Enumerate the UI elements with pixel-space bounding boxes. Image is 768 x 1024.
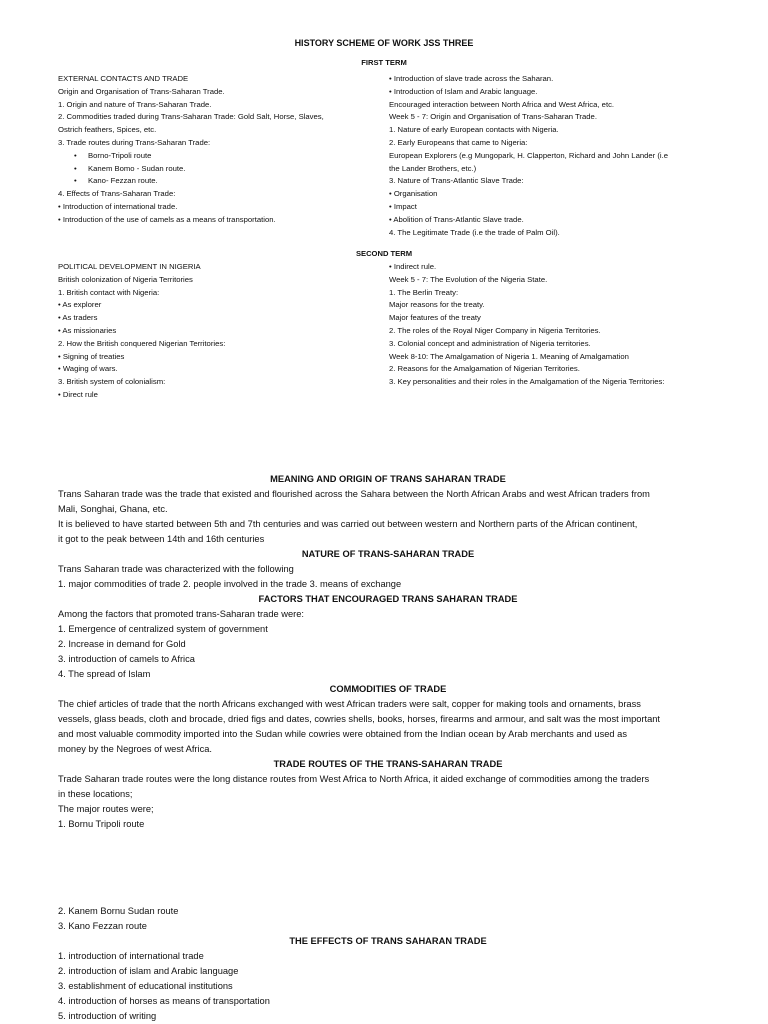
text-line: • Introduction of the use of camels as a means of transportation. [58,214,276,224]
section-heading: THE EFFECTS OF TRANS SAHARAN TRADE [289,936,487,946]
text-line: • Impact [389,201,417,211]
text-line: 2. Kanem Bornu Sudan route [58,906,179,916]
section-heading: FACTORS THAT ENCOURAGED TRANS SAHARAN TRADE [258,594,518,604]
text-line: 3. Trade routes during Trans-Saharan Trade: [58,137,211,147]
text-line: POLITICAL DEVELOPMENT IN NIGERIA [58,262,201,271]
text-line: • Organisation [389,189,438,199]
section-heading: MEANING AND ORIGIN OF TRANS SAHARAN TRADE [270,474,506,484]
text-line: British colonization of Nigeria Territories [58,274,193,284]
text-line: Encouraged interaction between North Africa and West Africa, etc. [389,99,615,109]
text-line: Trans Saharan trade was characterized with the following [58,564,294,574]
text-line: the Lander Brothers, etc.) [389,163,477,173]
text-line: 4. introduction of horses as means of transportation [58,996,270,1006]
text-line: Trade Saharan trade routes were the long distance routes from West Africa to North Africa, it aided exchange of commodities among the traders [58,774,650,784]
text-line: 1. introduction of international trade [58,951,204,961]
text-line: money by the Negroes of west Africa. [58,744,212,754]
text-line: in these locations; [58,789,133,799]
text-line: 2. How the British conquered Nigerian Territories: [58,338,226,348]
text-line: The major routes were; [58,804,154,814]
text-line: 1. British contact with Nigeria: [58,287,160,297]
text-line: Ostrich feathers, Spices, etc. [58,125,157,135]
text-line: Trans Saharan trade was the trade that existed and flourished across the Sahara between the North African Arabs and west African traders from [58,489,650,499]
text-line: European Explorers (e.g Mungopark, H. Clapperton, Richard and John Lander (i.e [389,150,669,160]
text-line: 3. Colonial concept and administration of Nigeria territories. [389,338,591,348]
text-line: 4. The spread of Islam [58,669,151,679]
first-term-right-column [389,73,668,239]
text-line: 1. Bornu Tripoli route [58,819,145,829]
text-line: • Signing of treaties [58,351,125,361]
text-line: • Direct rule [58,389,98,399]
second-term-label: SECOND TERM [355,249,413,258]
section-heading: TRADE ROUTES OF THE TRANS-SAHARAN TRADE [273,759,503,769]
text-line: 1. Emergence of centralized system of government [58,624,268,634]
text-line: EXTERNAL CONTACTS AND TRADE [58,74,189,83]
text-line: • Introduction of slave trade across the Saharan. [389,74,554,83]
text-line: 3. British system of colonialism: [58,377,166,387]
section-heading: COMMODITIES OF TRADE [329,684,447,694]
text-line: • Waging of wars. [58,364,118,374]
text-line: 1. Nature of early European contacts with Nigeria. [389,125,559,135]
text-line: 4. The Legitimate Trade (i.e the trade of Palm Oil). [389,227,560,237]
text-line: Week 8-10: The Amalgamation of Nigeria 1. Meaning of Amalgamation [389,351,629,361]
text-line: Week 5 - 7: The Evolution of the Nigeria State. [389,274,548,284]
text-line: It is believed to have started between 5th and 7th centuries and was carried out between western and Northern parts of the African continent, [58,519,638,529]
text-line: • As missionaries [58,325,117,335]
text-line: 3. introduction of camels to Africa [58,654,195,664]
bulleted-list-item: • Kano- Fezzan route. [58,175,324,188]
first-term-left-column [58,73,324,227]
text-line: Major features of the treaty [389,313,481,323]
text-line: • As explorer [58,300,102,310]
text-line: it got to the peak between 14th and 16th centuries [58,534,265,544]
text-line: Among the factors that promoted trans-Saharan trade were: [58,609,304,619]
text-line: 3. establishment of educational institutions [58,981,233,991]
bulleted-list-item: • Kanem Bomo - Sudan route. [58,163,324,176]
text-line: • Introduction of Islam and Arabic language. [389,86,538,96]
notes-block-1 [58,472,718,832]
text-line: Week 5 - 7: Origin and Organisation of Trans-Saharan Trade. [389,112,597,122]
text-line: Origin and Organisation of Trans-Saharan Trade. [58,86,225,96]
text-line: 3. Nature of Trans-Atlantic Slave Trade: [389,176,524,186]
text-line: 5. introduction of writing [58,1011,157,1021]
text-line: 2. Commodities traded during Trans-Saharan Trade: Gold Salt, Horse, Slaves, [58,112,324,122]
text-line: 2. Reasons for the Amalgamation of Nigerian Territories. [389,364,580,374]
second-term-left-column [58,261,225,402]
text-line: 2. Increase in demand for Gold [58,639,186,649]
text-line: 2. The roles of the Royal Niger Company in Nigeria Territories. [389,325,601,335]
notes-block-2 [58,904,718,1024]
text-line: 1. major commodities of trade 2. people involved in the trade 3. means of exchange [58,579,402,589]
text-line: • Abolition of Trans-Atlantic Slave trade. [389,214,524,224]
scheme-title: HISTORY SCHEME OF WORK JSS THREE [294,38,474,48]
text-line: • Introduction of international trade. [58,201,178,211]
text-line: • Indirect rule. [389,262,437,271]
second-term-right-column [389,261,664,389]
text-line: 2. Early Europeans that came to Nigeria: [389,137,528,147]
text-line: 1. The Berlin Treaty: [389,287,459,297]
text-line: 4. Effects of Trans-Saharan Trade: [58,189,176,199]
text-line: Major reasons for the treaty. [389,300,485,310]
text-line: 2. introduction of islam and Arabic language [58,966,239,976]
text-line: The chief articles of trade that the north Africans exchanged with west African traders were salt, copper for making tools and ornaments, brass [58,699,641,709]
text-line: 1. Origin and nature of Trans-Saharan Trade. [58,99,212,109]
first-term-label: FIRST TERM [361,58,407,67]
bulleted-list-item: • Borno-Tripoli route [58,150,324,163]
text-line: 3. Key personalities and their roles in the Amalgamation of the Nigeria Territories: [389,377,665,387]
text-line: 3. Kano Fezzan route [58,921,147,931]
text-line: vessels, glass beads, cloth and brocade, dried figs and dates, cowries shells, books, horses, firearms and armour, and salt was the most important [58,714,661,724]
text-line: • As traders [58,313,98,323]
text-line: and most valuable commodity imported into the Sudan while cowries were obtained from the Indian ocean by Arab merchants and used as [58,729,627,739]
section-heading: NATURE OF TRANS-SAHARAN TRADE [301,549,475,559]
text-line: Mali, Songhai, Ghana, etc. [58,504,168,514]
